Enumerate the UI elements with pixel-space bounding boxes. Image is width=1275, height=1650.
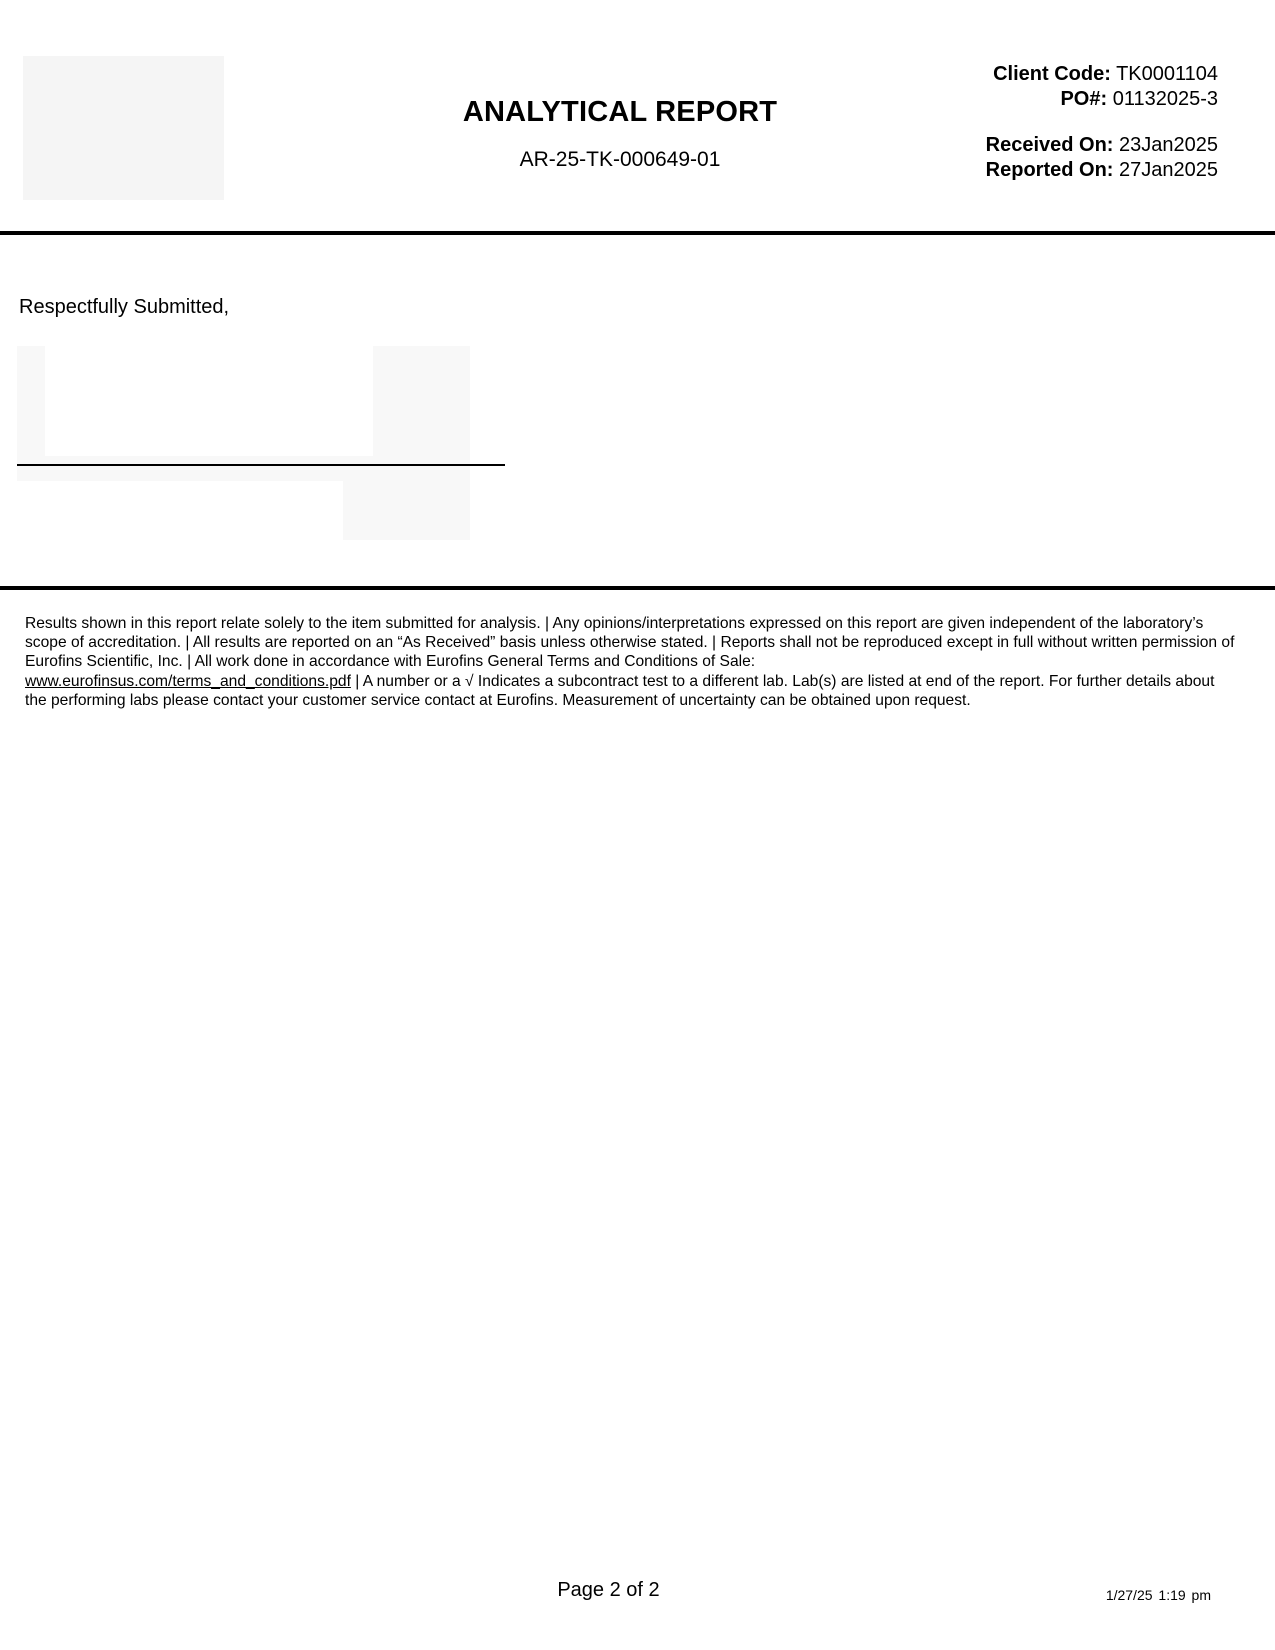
disclaimer-text-continued: | A number or a √ Indicates a subcontract test to a different lab. Lab(s) are listed at end of the report. For further details about the performing labs please contact your customer service contact at Eurofins. Measurement of uncertainty can be obtained upon request. (25, 672, 1215, 709)
signature-line (17, 464, 505, 466)
received-row (986, 133, 1218, 158)
page-number: Page 2 of 2 (557, 1579, 660, 1601)
signatory-name-region (17, 481, 343, 540)
print-timestamp: 1/27/25 1:19 pm (1105, 1587, 1211, 1603)
client-code-label: Client Code: (993, 63, 1111, 85)
company-logo (23, 56, 224, 200)
signature-image (17, 346, 470, 540)
reported-row (986, 158, 1218, 183)
received-label: Received On: (985, 134, 1114, 156)
client-code-row (993, 62, 1218, 87)
client-code-value: TK0001104 (1116, 63, 1218, 85)
received-value: 23Jan2025 (1119, 134, 1218, 156)
po-label: PO#: (1060, 88, 1108, 110)
report-title: ANALYTICAL REPORT (462, 96, 778, 128)
date-info (986, 133, 1218, 183)
client-info (993, 62, 1218, 112)
po-row (993, 87, 1218, 112)
header-divider (0, 231, 1275, 235)
disclaimer-divider (0, 586, 1275, 590)
reported-label: Reported On: (985, 159, 1114, 181)
disclaimer-text: Results shown in this report relate solely to the item submitted for analysis. | Any opinions/interpretations expressed on this report are given independent of the laboratory’s scope of accreditation. | All results are reported on an “As Received” basis unless otherwise stated. | Reports shall not be reproduced except in full without written permission of Eurofins Scientific, Inc. | All work done in accordance with Eurofins General Terms and Conditions of Sale: (25, 615, 1235, 671)
signature-region (45, 346, 373, 456)
reported-value: 27Jan2025 (1119, 159, 1218, 181)
signatory-title-region (343, 481, 470, 540)
terms-link[interactable]: www.eurofinsus.com/terms_and_conditions.pdf (25, 672, 351, 690)
report-id: AR-25-TK-000649-01 (519, 148, 721, 171)
closing-text: Respectfully Submitted, (19, 296, 230, 318)
po-value: 01132025-3 (1112, 88, 1218, 110)
disclaimer (25, 614, 1240, 710)
